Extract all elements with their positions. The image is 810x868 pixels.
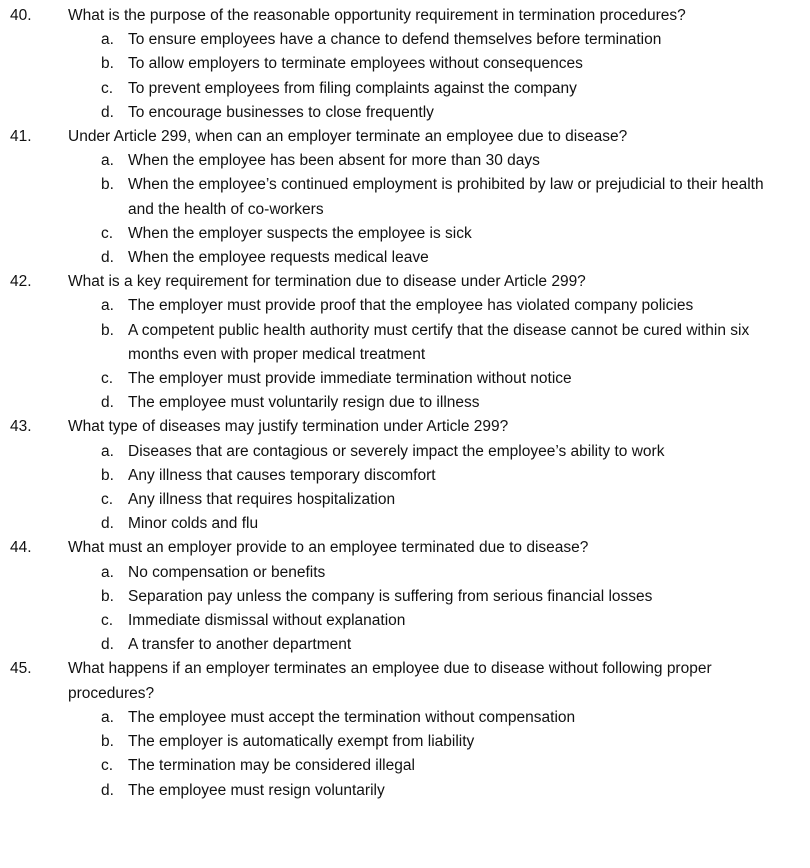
question-40 bbox=[0, 4, 810, 125]
option-text: The termination may be considered illegal bbox=[128, 757, 415, 775]
question-text: Under Article 299, when can an employer terminate an employee due to disease? bbox=[68, 128, 628, 146]
option-letter: a. bbox=[101, 708, 114, 726]
option-letter: a. bbox=[101, 152, 114, 170]
option-a bbox=[0, 561, 810, 585]
option-text: When the employer suspects the employee is sick bbox=[128, 224, 472, 242]
question-45 bbox=[0, 657, 810, 802]
question-41 bbox=[0, 125, 810, 270]
option-d bbox=[0, 633, 810, 657]
question-42 bbox=[0, 270, 810, 415]
option-letter: d. bbox=[101, 394, 114, 412]
question-number: 41. bbox=[10, 128, 32, 146]
option-text: Diseases that are contagious or severely impact the employee’s ability to work bbox=[128, 442, 665, 460]
option-text: To encourage businesses to close frequently bbox=[128, 103, 434, 121]
option-letter: a. bbox=[101, 297, 114, 315]
option-a bbox=[0, 440, 810, 464]
option-text: To ensure employees have a chance to defend themselves before termination bbox=[128, 31, 662, 49]
option-text: When the employee requests medical leave bbox=[128, 249, 429, 267]
option-text: The employee must accept the termination without compensation bbox=[128, 708, 576, 726]
option-text: No compensation or benefits bbox=[128, 563, 326, 581]
option-letter: c. bbox=[101, 612, 114, 630]
option-letter: b. bbox=[101, 587, 114, 605]
option-letter: c. bbox=[101, 757, 114, 775]
option-text: When the employee’s continued employment is prohibited by law or prejudicial to their health and the health of co-workers bbox=[128, 176, 764, 218]
question-stem bbox=[0, 125, 810, 149]
option-letter: d. bbox=[101, 781, 114, 799]
option-letter: d. bbox=[101, 103, 114, 121]
option-text: Minor colds and flu bbox=[128, 515, 259, 533]
option-b bbox=[0, 730, 810, 754]
option-letter: c. bbox=[101, 224, 114, 242]
question-text: What type of diseases may justify termination under Article 299? bbox=[68, 418, 509, 436]
option-a bbox=[0, 149, 810, 173]
option-letter: b. bbox=[101, 176, 114, 194]
option-c bbox=[0, 77, 810, 101]
option-text: When the employee has been absent for more than 30 days bbox=[128, 152, 540, 170]
option-text: The employee must voluntarily resign due to illness bbox=[128, 394, 480, 412]
option-letter: d. bbox=[101, 515, 114, 533]
option-text: A transfer to another department bbox=[128, 636, 352, 654]
option-letter: d. bbox=[101, 249, 114, 267]
option-text: To prevent employees from filing complaints against the company bbox=[128, 79, 577, 97]
option-letter: d. bbox=[101, 636, 114, 654]
option-letter: b. bbox=[101, 55, 114, 73]
question-number: 45. bbox=[10, 660, 32, 678]
option-text: The employer must provide proof that the employee has violated company policies bbox=[128, 297, 694, 315]
option-text: To allow employers to terminate employees without consequences bbox=[128, 55, 583, 73]
option-c bbox=[0, 754, 810, 778]
option-letter: b. bbox=[101, 321, 114, 339]
question-number: 44. bbox=[10, 539, 32, 557]
question-text: What happens if an employer terminates an employee due to disease without following proper procedures? bbox=[68, 660, 712, 702]
question-stem bbox=[0, 270, 810, 294]
option-c bbox=[0, 367, 810, 391]
option-a bbox=[0, 28, 810, 52]
option-c bbox=[0, 609, 810, 633]
option-text: The employer is automatically exempt from liability bbox=[128, 733, 475, 751]
option-b bbox=[0, 173, 810, 221]
option-text: The employer must provide immediate termination without notice bbox=[128, 370, 572, 388]
option-a bbox=[0, 706, 810, 730]
question-number: 43. bbox=[10, 418, 32, 436]
option-b bbox=[0, 52, 810, 76]
question-stem bbox=[0, 4, 810, 28]
option-letter: c. bbox=[101, 79, 114, 97]
option-text: A competent public health authority must certify that the disease cannot be cured within six months even with proper medical treatment bbox=[128, 321, 750, 363]
option-c bbox=[0, 222, 810, 246]
option-text: Immediate dismissal without explanation bbox=[128, 612, 406, 630]
option-letter: c. bbox=[101, 491, 114, 509]
option-text: The employee must resign voluntarily bbox=[128, 781, 385, 799]
option-b bbox=[0, 464, 810, 488]
option-letter: b. bbox=[101, 733, 114, 751]
question-43 bbox=[0, 415, 810, 536]
option-d bbox=[0, 779, 810, 803]
option-letter: a. bbox=[101, 563, 114, 581]
option-c bbox=[0, 488, 810, 512]
option-d bbox=[0, 512, 810, 536]
question-stem bbox=[0, 536, 810, 560]
option-letter: c. bbox=[101, 370, 114, 388]
question-44 bbox=[0, 536, 810, 657]
option-d bbox=[0, 101, 810, 125]
option-text: Any illness that causes temporary discomfort bbox=[128, 466, 436, 484]
option-b bbox=[0, 319, 810, 367]
question-stem bbox=[0, 657, 810, 705]
option-letter: a. bbox=[101, 31, 114, 49]
question-text: What is the purpose of the reasonable opportunity requirement in termination procedures? bbox=[68, 7, 686, 24]
question-stem bbox=[0, 415, 810, 439]
option-text: Separation pay unless the company is suffering from serious financial losses bbox=[128, 587, 653, 605]
option-d bbox=[0, 391, 810, 415]
option-letter: b. bbox=[101, 466, 114, 484]
option-a bbox=[0, 294, 810, 318]
option-text: Any illness that requires hospitalization bbox=[128, 491, 396, 509]
option-letter: a. bbox=[101, 442, 114, 460]
question-text: What is a key requirement for termination due to disease under Article 299? bbox=[68, 273, 586, 291]
question-number: 42. bbox=[10, 273, 32, 291]
question-text: What must an employer provide to an employee terminated due to disease? bbox=[68, 539, 589, 557]
option-d bbox=[0, 246, 810, 270]
question-number: 40. bbox=[10, 7, 32, 24]
option-b bbox=[0, 585, 810, 609]
